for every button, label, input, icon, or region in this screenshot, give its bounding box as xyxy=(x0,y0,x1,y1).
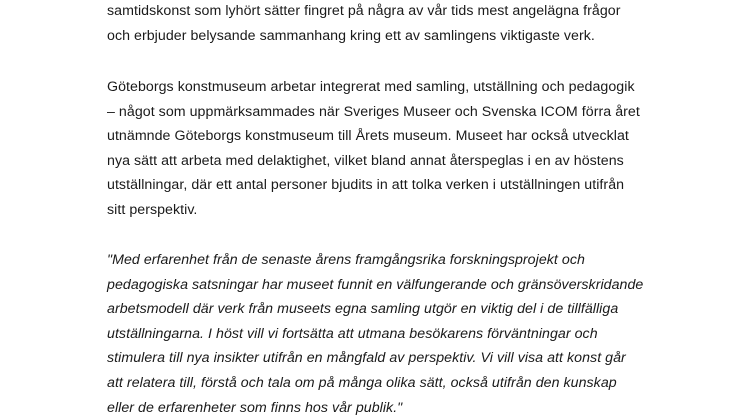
paragraph-line: och erbjuder belysande sammanhang kring ett av samlingens viktigaste verk. xyxy=(107,27,595,44)
quote-line: eller de erfarenheter som finns hos vår publik." xyxy=(107,399,403,416)
quote-block xyxy=(107,248,643,420)
paragraph-line: sitt perspektiv. xyxy=(107,201,198,218)
paragraph-line: samtidskonst som lyhört sätter fingret på några av vår tids mest angelägna frågor xyxy=(107,3,621,19)
quote-line: att relatera till, förstå och tala om på många olika sätt, också utifrån den kunskap xyxy=(107,374,617,391)
paragraph-line: Göteborgs konstmuseum arbetar integrerat med samling, utställning och pedagogik xyxy=(107,79,635,95)
quote-line: pedagogiska satsningar har museet funnit en välfungerande och gränsöverskridande xyxy=(107,276,644,293)
paragraph-intro xyxy=(107,0,620,48)
paragraph-museum xyxy=(107,75,640,223)
paragraph-line: nya sätt att arbeta med delaktighet, vilket bland annat återspeglas i en av höstens xyxy=(107,152,624,169)
paragraph-line: utställningar, där ett antal personer bjudits in att tolka verken i utställningen utifrån xyxy=(107,177,625,194)
quote-line: arbetsmodell där verk från museets egna samling utgör en viktig del i de tillfälliga xyxy=(107,301,619,318)
quote-line: stimulera till nya insikter utifrån en mångfald av perspektiv. Vi vill visa att konst går xyxy=(107,350,626,367)
quote-line: "Med erfarenhet från de senaste årens framgångsrika forskningsprojekt och xyxy=(107,252,585,268)
quote-line: utställningarna. I höst vill vi fortsätta att utmana besökarens förväntningar och xyxy=(107,325,598,342)
paragraph-line: utnämnde Göteborgs konstmuseum till Årets museum. Museet har också utvecklat xyxy=(107,128,629,145)
paragraph-line: – något som uppmärksammades när Sveriges Museer och Svenska ICOM förra året xyxy=(107,103,640,120)
